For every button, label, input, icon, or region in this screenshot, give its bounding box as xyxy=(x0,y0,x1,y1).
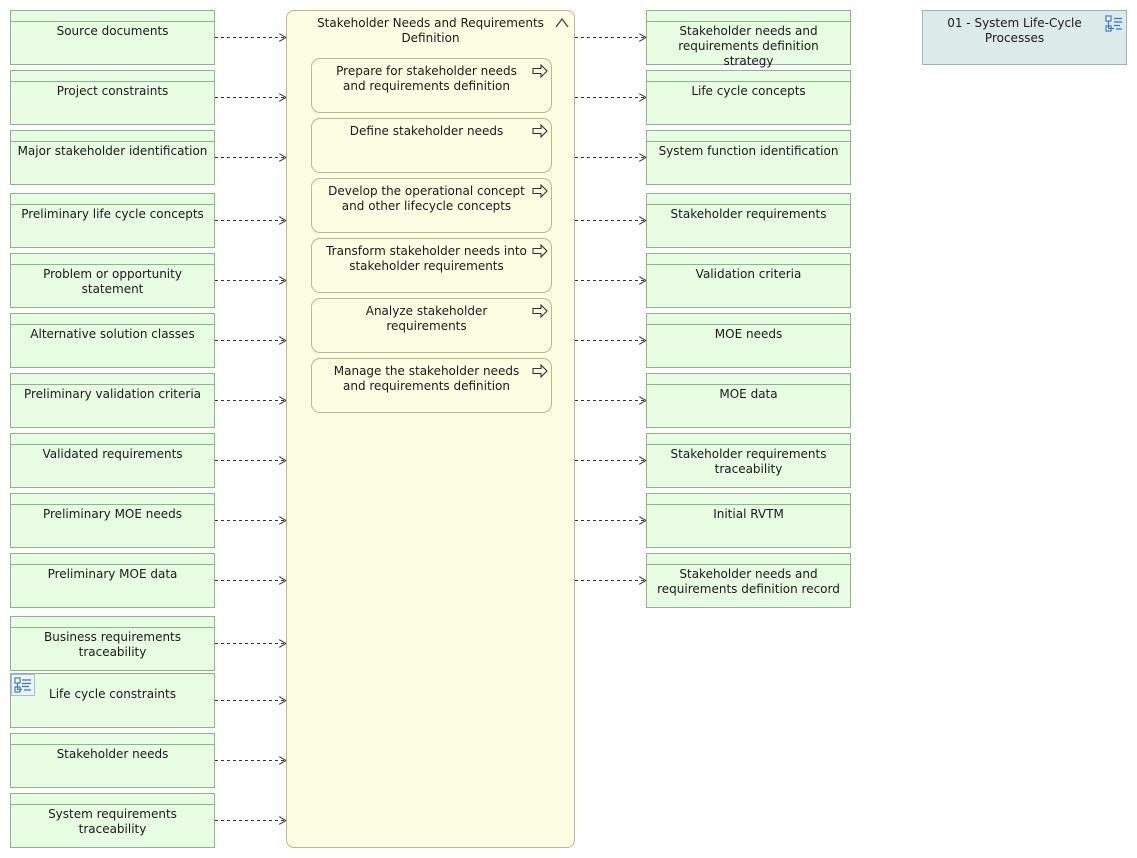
object-header-divider xyxy=(647,444,850,445)
input-project-constraints[interactable] xyxy=(10,70,215,125)
subprocess-develop-the-operational-concept-and-other-lifecycle-concepts[interactable] xyxy=(311,178,552,233)
input-alternative-solution-classes[interactable] xyxy=(10,313,215,368)
object-header-divider xyxy=(647,384,850,385)
object-label: Alternative solution classes xyxy=(30,327,195,341)
object-header-divider xyxy=(11,264,214,265)
output-stakeholder-requirements-traceability[interactable] xyxy=(646,433,851,488)
input-preliminary-life-cycle-concepts[interactable] xyxy=(10,193,215,248)
object-header-divider xyxy=(647,264,850,265)
subprocess-label: Analyze stakeholder requirements xyxy=(365,304,488,333)
subprocess-prepare-for-stakeholder-needs-and-requirements-definition[interactable] xyxy=(311,58,552,113)
input-life-cycle-constraints[interactable] xyxy=(10,673,215,728)
subprocess-analyze-stakeholder-requirements[interactable] xyxy=(311,298,552,353)
input-validated-requirements[interactable] xyxy=(10,433,215,488)
input-preliminary-moe-needs[interactable] xyxy=(10,493,215,548)
subprocess-transform-stakeholder-needs-into-stakeholder-requirements[interactable] xyxy=(311,238,552,293)
object-label: Validation criteria xyxy=(695,267,802,281)
object-label: Business requirements traceability xyxy=(43,630,182,659)
object-header-divider xyxy=(11,564,214,565)
output-initial-rvtm[interactable] xyxy=(646,493,851,548)
input-source-documents[interactable] xyxy=(10,10,215,65)
object-header-divider xyxy=(647,204,850,205)
object-label: Stakeholder needs and requirements definition record xyxy=(657,567,840,596)
object-header-divider xyxy=(11,504,214,505)
object-label: Preliminary life cycle concepts xyxy=(21,207,204,221)
object-label: Preliminary MOE needs xyxy=(42,507,182,521)
object-label: Problem or opportunity statement xyxy=(43,267,182,296)
subprocess-label: Define stakeholder needs xyxy=(349,124,504,138)
object-label: Life cycle concepts xyxy=(691,84,806,98)
subprocess-label: Manage the stakeholder needs and requirements definition xyxy=(333,364,520,393)
input-major-stakeholder-identification[interactable] xyxy=(10,130,215,185)
process-title: Stakeholder Needs and Requirements Definition xyxy=(317,16,544,45)
object-label: Preliminary MOE data xyxy=(47,567,178,581)
input-business-requirements-traceability[interactable] xyxy=(10,616,215,671)
object-header-divider xyxy=(11,744,214,745)
subprocess-label: Prepare for stakeholder needs and requirements definition xyxy=(336,64,517,93)
object-header-divider xyxy=(11,444,214,445)
output-moe-needs[interactable] xyxy=(646,313,851,368)
object-header-divider xyxy=(647,21,850,22)
object-label: Stakeholder requirements xyxy=(670,207,827,221)
chevron-up-icon[interactable] xyxy=(554,15,570,31)
object-header-divider xyxy=(647,504,850,505)
object-label: Initial RVTM xyxy=(713,507,784,521)
object-header-divider xyxy=(11,804,214,805)
subprocess-manage-the-stakeholder-needs-and-requirements-definition[interactable] xyxy=(311,358,552,413)
subprocess-define-stakeholder-needs[interactable] xyxy=(311,118,552,173)
output-stakeholder-needs-and-requirements-definition-record[interactable] xyxy=(646,553,851,608)
output-moe-data[interactable] xyxy=(646,373,851,428)
input-problem-or-opportunity-statement[interactable] xyxy=(10,253,215,308)
hierarchy-diagram-icon[interactable] xyxy=(11,674,35,696)
process-stakeholder-needs[interactable] xyxy=(286,10,575,848)
object-label: Preliminary validation criteria xyxy=(23,387,202,401)
open-arrow-right-icon[interactable] xyxy=(532,64,548,78)
output-stakeholder-requirements[interactable] xyxy=(646,193,851,248)
object-label: Life cycle constraints xyxy=(49,687,176,701)
object-header-divider xyxy=(11,81,214,82)
open-arrow-right-icon[interactable] xyxy=(532,304,548,318)
hierarchy-diagram-icon[interactable] xyxy=(1105,15,1123,33)
reference-label: 01 - System Life-Cycle Processes xyxy=(947,16,1082,45)
input-system-requirements-traceability[interactable] xyxy=(10,793,215,848)
subprocess-label: Transform stakeholder needs into stakeholder requirements xyxy=(326,244,527,273)
input-stakeholder-needs[interactable] xyxy=(10,733,215,788)
object-header-divider xyxy=(647,81,850,82)
object-header-divider xyxy=(647,564,850,565)
output-system-function-identification[interactable] xyxy=(646,130,851,185)
object-label: Project constraints xyxy=(56,84,169,98)
object-header-divider xyxy=(11,141,214,142)
object-label: Stakeholder needs xyxy=(56,747,169,761)
object-label: Source documents xyxy=(56,24,169,38)
output-life-cycle-concepts[interactable] xyxy=(646,70,851,125)
output-validation-criteria[interactable] xyxy=(646,253,851,308)
object-label: Validated requirements xyxy=(42,447,183,461)
object-header-divider xyxy=(11,21,214,22)
open-arrow-right-icon[interactable] xyxy=(532,184,548,198)
object-label: MOE needs xyxy=(714,327,783,341)
object-header-divider xyxy=(11,204,214,205)
object-label: Major stakeholder identification xyxy=(17,144,208,158)
object-label: System requirements traceability xyxy=(48,807,177,836)
input-preliminary-moe-data[interactable] xyxy=(10,553,215,608)
object-header-divider xyxy=(647,141,850,142)
open-arrow-right-icon[interactable] xyxy=(532,124,548,138)
object-header-divider xyxy=(647,324,850,325)
object-label: Stakeholder requirements traceability xyxy=(670,447,827,476)
open-arrow-right-icon[interactable] xyxy=(532,364,548,378)
object-header-divider xyxy=(11,384,214,385)
open-arrow-right-icon[interactable] xyxy=(532,244,548,258)
subprocess-label: Develop the operational concept and other lifecycle concepts xyxy=(328,184,525,213)
reference-system-life-cycle-processes[interactable] xyxy=(922,10,1127,65)
object-header-divider xyxy=(11,324,214,325)
object-label: Stakeholder needs and requirements definition strategy xyxy=(678,24,819,68)
object-header-divider xyxy=(11,627,214,628)
object-label: MOE data xyxy=(719,387,778,401)
output-stakeholder-needs-and-requirements-definition-strategy[interactable] xyxy=(646,10,851,68)
object-label: System function identification xyxy=(658,144,839,158)
input-preliminary-validation-criteria[interactable] xyxy=(10,373,215,428)
